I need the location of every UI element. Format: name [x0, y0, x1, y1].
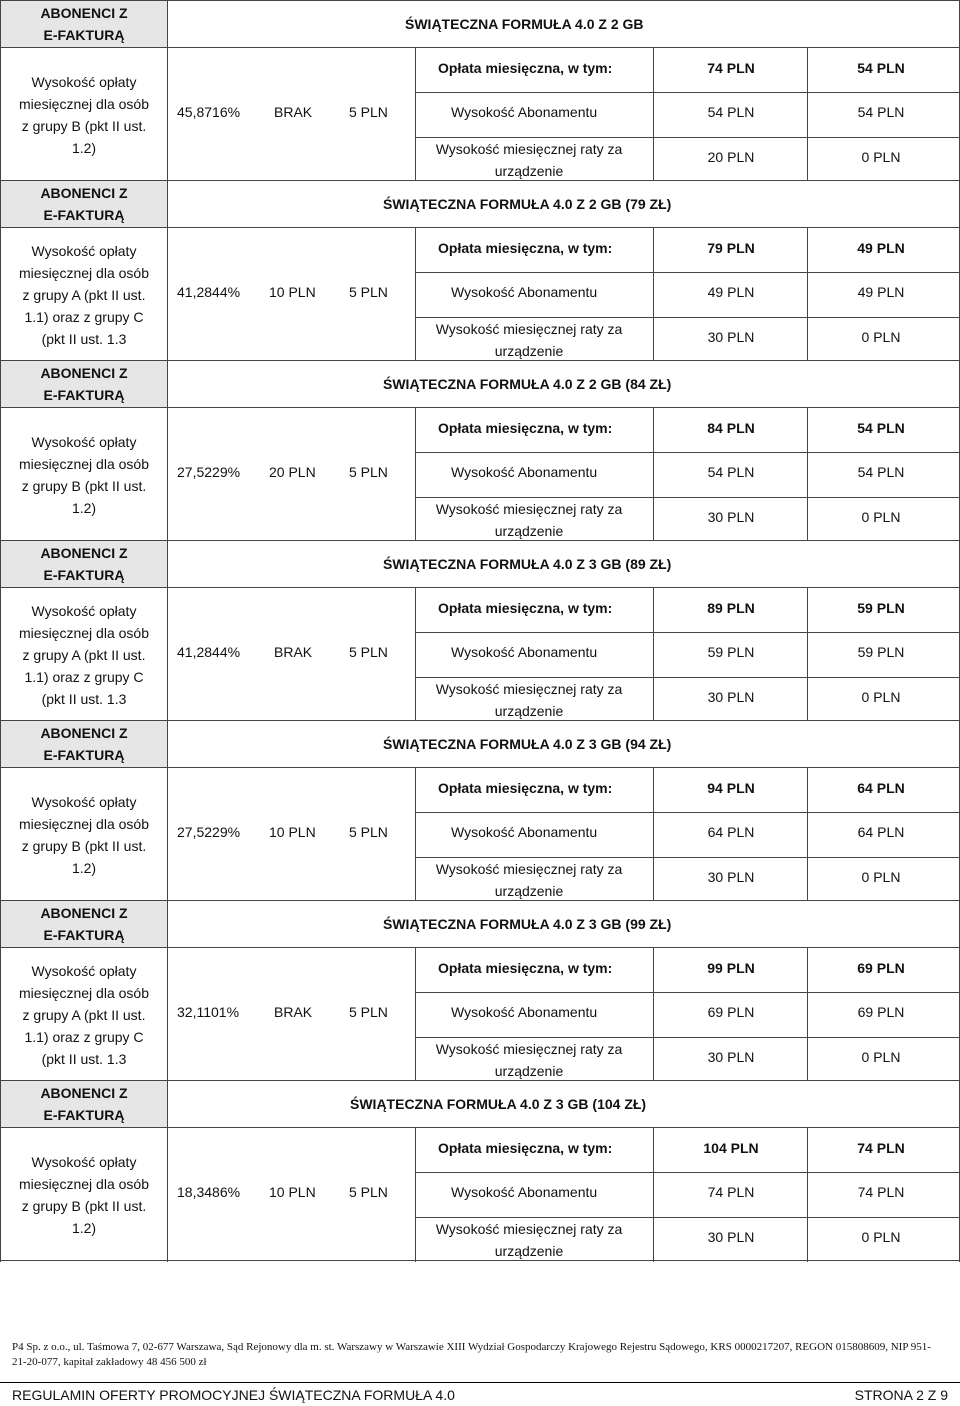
- installment-label: Wysokość miesięcznej raty za urządzenie: [435, 501, 623, 539]
- group-label: [1, 588, 168, 722]
- discount-value: 45,8716%: [177, 104, 241, 120]
- installment-promo: 0 PLN: [861, 329, 901, 345]
- fee-value: 10 PLN: [269, 824, 316, 840]
- subscription-standard: 54 PLN: [707, 104, 755, 120]
- installment-standard: 30 PLN: [707, 869, 755, 885]
- subscription-label: Wysokość Abonamentu: [451, 284, 598, 300]
- subscription-promo: 54 PLN: [857, 104, 905, 120]
- plan-name: ŚWIĄTECZNA FORMUŁA 4.0 Z 2 GB (79 ZŁ): [383, 196, 672, 212]
- block-header: [0, 540, 960, 588]
- rate-label: Opłata miesięczna, w tym:: [438, 1140, 613, 1156]
- discount-value: 27,5229%: [177, 824, 241, 840]
- rate-standard: 79 PLN: [707, 240, 755, 256]
- group-label: [1, 408, 168, 542]
- installment-standard: 30 PLN: [707, 1229, 755, 1245]
- block-header: [0, 900, 960, 948]
- group-text: Wysokość opłaty miesięcznej dla osób z grupy B (pkt II ust. 1.2): [19, 794, 149, 876]
- subscription-standard: 59 PLN: [707, 644, 755, 660]
- rate-standard: 94 PLN: [707, 780, 755, 796]
- fee-value: BRAK: [274, 104, 313, 120]
- rate-promo: 64 PLN: [857, 780, 905, 796]
- header-label: ABONENCI Z E-FAKTURĄ: [0, 1081, 168, 1127]
- rate-promo: 54 PLN: [857, 60, 905, 76]
- subscription-standard: 64 PLN: [707, 824, 755, 840]
- discount-value: 32,1101%: [177, 1004, 240, 1020]
- tariff-block: [0, 360, 960, 540]
- installment-promo: 0 PLN: [861, 1049, 901, 1065]
- tariff-block: [0, 1080, 960, 1260]
- block-body: [0, 768, 960, 902]
- group-label: [1, 228, 168, 362]
- installment-promo: 0 PLN: [861, 1229, 901, 1245]
- group-label: [1, 768, 168, 902]
- installment-standard: 30 PLN: [707, 509, 755, 525]
- block-header: [0, 0, 960, 48]
- discount-value: 18,3486%: [177, 1184, 241, 1200]
- subscription-promo: 69 PLN: [857, 1004, 905, 1020]
- rate-label: Opłata miesięczna, w tym:: [438, 780, 613, 796]
- fee-value: 20 PLN: [269, 464, 316, 480]
- block-body: [0, 948, 960, 1082]
- installment-standard: 30 PLN: [707, 329, 755, 345]
- block-header: [0, 720, 960, 768]
- header-label: ABONENCI Z E-FAKTURĄ: [0, 541, 168, 587]
- subscription-promo: 64 PLN: [857, 824, 905, 840]
- efaktura-fee-value: 5 PLN: [349, 824, 388, 840]
- rate-standard: 74 PLN: [707, 60, 755, 76]
- rate-standard: 89 PLN: [707, 600, 755, 616]
- plan-name: ŚWIĄTECZNA FORMUŁA 4.0 Z 3 GB (104 ZŁ): [350, 1096, 647, 1112]
- fee-value: BRAK: [274, 644, 313, 660]
- group-label: [1, 48, 168, 182]
- plan-name: ŚWIĄTECZNA FORMUŁA 4.0 Z 3 GB (99 ZŁ): [383, 916, 672, 932]
- subscription-standard: 74 PLN: [707, 1184, 755, 1200]
- rate-standard: 84 PLN: [707, 420, 755, 436]
- block-header: [0, 1080, 960, 1128]
- fee-value: BRAK: [274, 1004, 313, 1020]
- installment-promo: 0 PLN: [861, 509, 901, 525]
- header-label: ABONENCI Z E-FAKTURĄ: [0, 721, 168, 767]
- plan-name: ŚWIĄTECZNA FORMUŁA 4.0 Z 3 GB (89 ZŁ): [383, 556, 672, 572]
- company-info: P4 Sp. z o.o., ul. Taśmowa 7, 02-677 Warszawa, Sąd Rejonowy dla m. st. Warszawy w Warszawie XIII Wydział Gospodarczy Krajowego Rejestru Sądowego, KRS 0000217207, REGON 015808609, NIP 951-21-20-077, kapitał zakładowy 48 456 500 zł: [12, 1341, 931, 1368]
- plan-name: ŚWIĄTECZNA FORMUŁA 4.0 Z 2 GB: [405, 16, 644, 32]
- rate-label: Opłata miesięczna, w tym:: [438, 600, 613, 616]
- subscription-label: Wysokość Abonamentu: [451, 104, 598, 120]
- rate-promo: 49 PLN: [857, 240, 905, 256]
- tariff-block: [0, 0, 960, 180]
- efaktura-fee-value: 5 PLN: [349, 104, 388, 120]
- discount-value: 27,5229%: [177, 464, 241, 480]
- subscription-promo: 59 PLN: [857, 644, 905, 660]
- fee-value: 10 PLN: [269, 284, 316, 300]
- header-label: ABONENCI Z E-FAKTURĄ: [0, 361, 168, 407]
- block-header: [0, 360, 960, 408]
- tariff-block: [0, 720, 960, 900]
- subscription-label: Wysokość Abonamentu: [451, 464, 598, 480]
- group-text: Wysokość opłaty miesięcznej dla osób z grupy B (pkt II ust. 1.2): [19, 1154, 149, 1236]
- group-text: Wysokość opłaty miesięcznej dla osób z grupy A (pkt II ust. 1.1) oraz z grupy C (pkt II ust. 1.3: [19, 603, 149, 707]
- efaktura-fee-value: 5 PLN: [349, 644, 388, 660]
- block-body: [0, 48, 960, 182]
- installment-promo: 0 PLN: [861, 689, 901, 705]
- group-text: Wysokość opłaty miesięcznej dla osób z grupy B (pkt II ust. 1.2): [19, 74, 149, 156]
- installment-label: Wysokość miesięcznej raty za urządzenie: [435, 861, 623, 899]
- rate-promo: 59 PLN: [857, 600, 905, 616]
- rate-label: Opłata miesięczna, w tym:: [438, 240, 613, 256]
- efaktura-fee-value: 5 PLN: [349, 1184, 388, 1200]
- fee-value: 10 PLN: [269, 1184, 316, 1200]
- subscription-label: Wysokość Abonamentu: [451, 1184, 598, 1200]
- block-body: [0, 228, 960, 362]
- plan-name: ŚWIĄTECZNA FORMUŁA 4.0 Z 2 GB (84 ZŁ): [383, 376, 672, 392]
- installment-label: Wysokość miesięcznej raty za urządzenie: [435, 321, 623, 359]
- header-label: ABONENCI Z E-FAKTURĄ: [0, 901, 168, 947]
- rate-promo: 54 PLN: [857, 420, 905, 436]
- installment-standard: 30 PLN: [707, 1049, 755, 1065]
- tariff-block: [0, 900, 960, 1080]
- subscription-standard: 49 PLN: [707, 284, 755, 300]
- page-footer: [0, 1382, 960, 1406]
- subscription-promo: 74 PLN: [857, 1184, 905, 1200]
- efaktura-fee-value: 5 PLN: [349, 1004, 388, 1020]
- installment-promo: 0 PLN: [861, 869, 901, 885]
- rate-label: Opłata miesięczna, w tym:: [438, 960, 613, 976]
- document-title: REGULAMIN OFERTY PROMOCYJNEJ ŚWIĄTECZNA FORMUŁA 4.0: [12, 1387, 455, 1403]
- block-header: [0, 180, 960, 228]
- group-text: Wysokość opłaty miesięcznej dla osób z grupy A (pkt II ust. 1.1) oraz z grupy C (pkt II ust. 1.3: [19, 243, 149, 347]
- subscription-promo: 54 PLN: [857, 464, 905, 480]
- subscription-label: Wysokość Abonamentu: [451, 644, 598, 660]
- header-label: ABONENCI Z E-FAKTURĄ: [0, 1, 168, 47]
- tariff-block: [0, 180, 960, 360]
- subscription-standard: 69 PLN: [707, 1004, 755, 1020]
- block-body: [0, 408, 960, 542]
- installment-label: Wysokość miesięcznej raty za urządzenie: [435, 1221, 623, 1259]
- installment-standard: 20 PLN: [707, 149, 755, 165]
- installment-standard: 30 PLN: [707, 689, 755, 705]
- subscription-standard: 54 PLN: [707, 464, 755, 480]
- installment-label: Wysokość miesięcznej raty za urządzenie: [435, 1041, 623, 1079]
- discount-value: 41,2844%: [177, 284, 241, 300]
- installment-label: Wysokość miesięcznej raty za urządzenie: [435, 141, 623, 179]
- plan-name: ŚWIĄTECZNA FORMUŁA 4.0 Z 3 GB (94 ZŁ): [383, 736, 672, 752]
- subscription-label: Wysokość Abonamentu: [451, 1004, 598, 1020]
- rate-promo: 74 PLN: [857, 1140, 905, 1156]
- group-text: Wysokość opłaty miesięcznej dla osób z grupy A (pkt II ust. 1.1) oraz z grupy C (pkt II ust. 1.3: [19, 963, 149, 1067]
- block-body: [0, 1128, 960, 1262]
- rate-standard: 104 PLN: [703, 1140, 759, 1156]
- discount-value: 41,2844%: [177, 644, 241, 660]
- page-number: STRONA 2 Z 9: [854, 1387, 948, 1403]
- efaktura-fee-value: 5 PLN: [349, 284, 388, 300]
- group-text: Wysokość opłaty miesięcznej dla osób z grupy B (pkt II ust. 1.2): [19, 434, 149, 516]
- subscription-promo: 49 PLN: [857, 284, 905, 300]
- tariff-block: [0, 540, 960, 720]
- installment-label: Wysokość miesięcznej raty za urządzenie: [435, 681, 623, 719]
- block-body: [0, 588, 960, 722]
- rate-label: Opłata miesięczna, w tym:: [438, 60, 613, 76]
- rate-promo: 69 PLN: [857, 960, 905, 976]
- header-label: ABONENCI Z E-FAKTURĄ: [0, 181, 168, 227]
- installment-promo: 0 PLN: [861, 149, 901, 165]
- subscription-label: Wysokość Abonamentu: [451, 824, 598, 840]
- group-label: [1, 948, 168, 1082]
- group-label: [1, 1128, 168, 1262]
- rate-label: Opłata miesięczna, w tym:: [438, 420, 613, 436]
- efaktura-fee-value: 5 PLN: [349, 464, 388, 480]
- rate-standard: 99 PLN: [707, 960, 755, 976]
